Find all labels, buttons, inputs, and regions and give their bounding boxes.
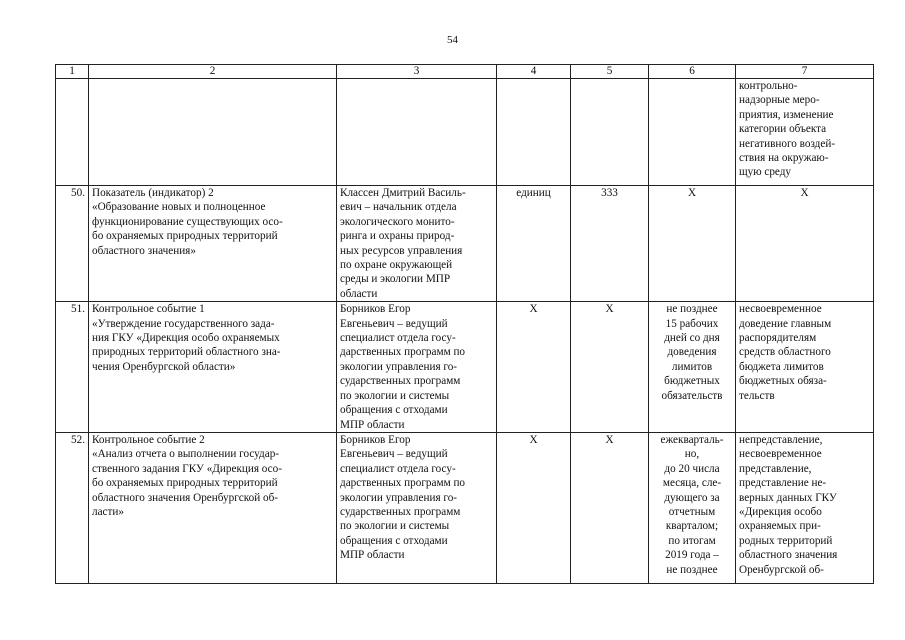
responsible-person: Борников Егор Евгеньевич – ведущий специалист отдела госу- дарственных программ по экологии управления го- сударственных программ по экологии и системы обращения с отходами МПР области <box>337 432 497 583</box>
unit-cell <box>497 79 571 186</box>
deadline-cell: Х <box>649 186 736 302</box>
risk-cell: контрольно- надзорные меро- приятия, изменение категории объекта негативного воздей- ствия на окружаю- щую среду <box>736 79 874 186</box>
column-header: 3 <box>337 65 497 79</box>
deadline-cell: не позднее 15 рабочих дней со дня доведения лимитов бюджетных обязательств <box>649 302 736 433</box>
table-row <box>56 432 874 583</box>
value-cell: 333 <box>571 186 649 302</box>
program-table <box>55 64 874 584</box>
column-header: 6 <box>649 65 736 79</box>
risk-cell: непредставление, несвоевременное представление, представление не- верных данных ГКУ «Дирекция особо охраняемых при- родных территорий областного значения Оренбургской об- <box>736 432 874 583</box>
event-name <box>89 79 337 186</box>
row-number: 52. <box>56 432 89 583</box>
page-number: 54 <box>447 34 458 46</box>
table-header-row <box>56 65 874 79</box>
unit-cell: единиц <box>497 186 571 302</box>
risk-cell: Х <box>736 186 874 302</box>
row-number: 50. <box>56 186 89 302</box>
risk-cell: несвоевременное доведение главным распорядителям средств областного бюджета лимитов бюджетных обяза- тельств <box>736 302 874 433</box>
column-header: 4 <box>497 65 571 79</box>
column-header: 1 <box>56 65 89 79</box>
event-name: Контрольное событие 1 «Утверждение государственного зада- ния ГКУ «Дирекция особо охраняемых природных территорий областного зна- чения Оренбургской области» <box>89 302 337 433</box>
row-number <box>56 79 89 186</box>
event-name: Показатель (индикатор) 2 «Образование новых и полноценное функционирование существующих осо- бо охраняемых природных территорий областного значения» <box>89 186 337 302</box>
responsible-person: Борников Егор Евгеньевич – ведущий специалист отдела госу- дарственных программ по экологии управления го- сударственных программ по экологии и системы обращения с отходами МПР области <box>337 302 497 433</box>
table-row <box>56 186 874 302</box>
responsible-person <box>337 79 497 186</box>
responsible-person: Классен Дмитрий Василь- евич – начальник отдела экологического монито- ринга и охраны природ- ных ресурсов управления по охране окружающей среды и экологии МПР области <box>337 186 497 302</box>
table-row <box>56 302 874 433</box>
column-header: 7 <box>736 65 874 79</box>
column-header: 5 <box>571 65 649 79</box>
deadline-cell <box>649 79 736 186</box>
value-cell: Х <box>571 302 649 433</box>
unit-cell: Х <box>497 432 571 583</box>
deadline-cell: ежекварталь- но, до 20 числа месяца, сле- дующего за отчетным кварталом; по итогам 2019 года – не позднее <box>649 432 736 583</box>
event-name: Контрольное событие 2 «Анализ отчета о выполнении государ- ственного задания ГКУ «Дирекция осо- бо охраняемых природных территорий областного значения Оренбургской об- ласти» <box>89 432 337 583</box>
unit-cell: Х <box>497 302 571 433</box>
row-number: 51. <box>56 302 89 433</box>
value-cell <box>571 79 649 186</box>
table-row <box>56 79 874 186</box>
value-cell: Х <box>571 432 649 583</box>
column-header: 2 <box>89 65 337 79</box>
